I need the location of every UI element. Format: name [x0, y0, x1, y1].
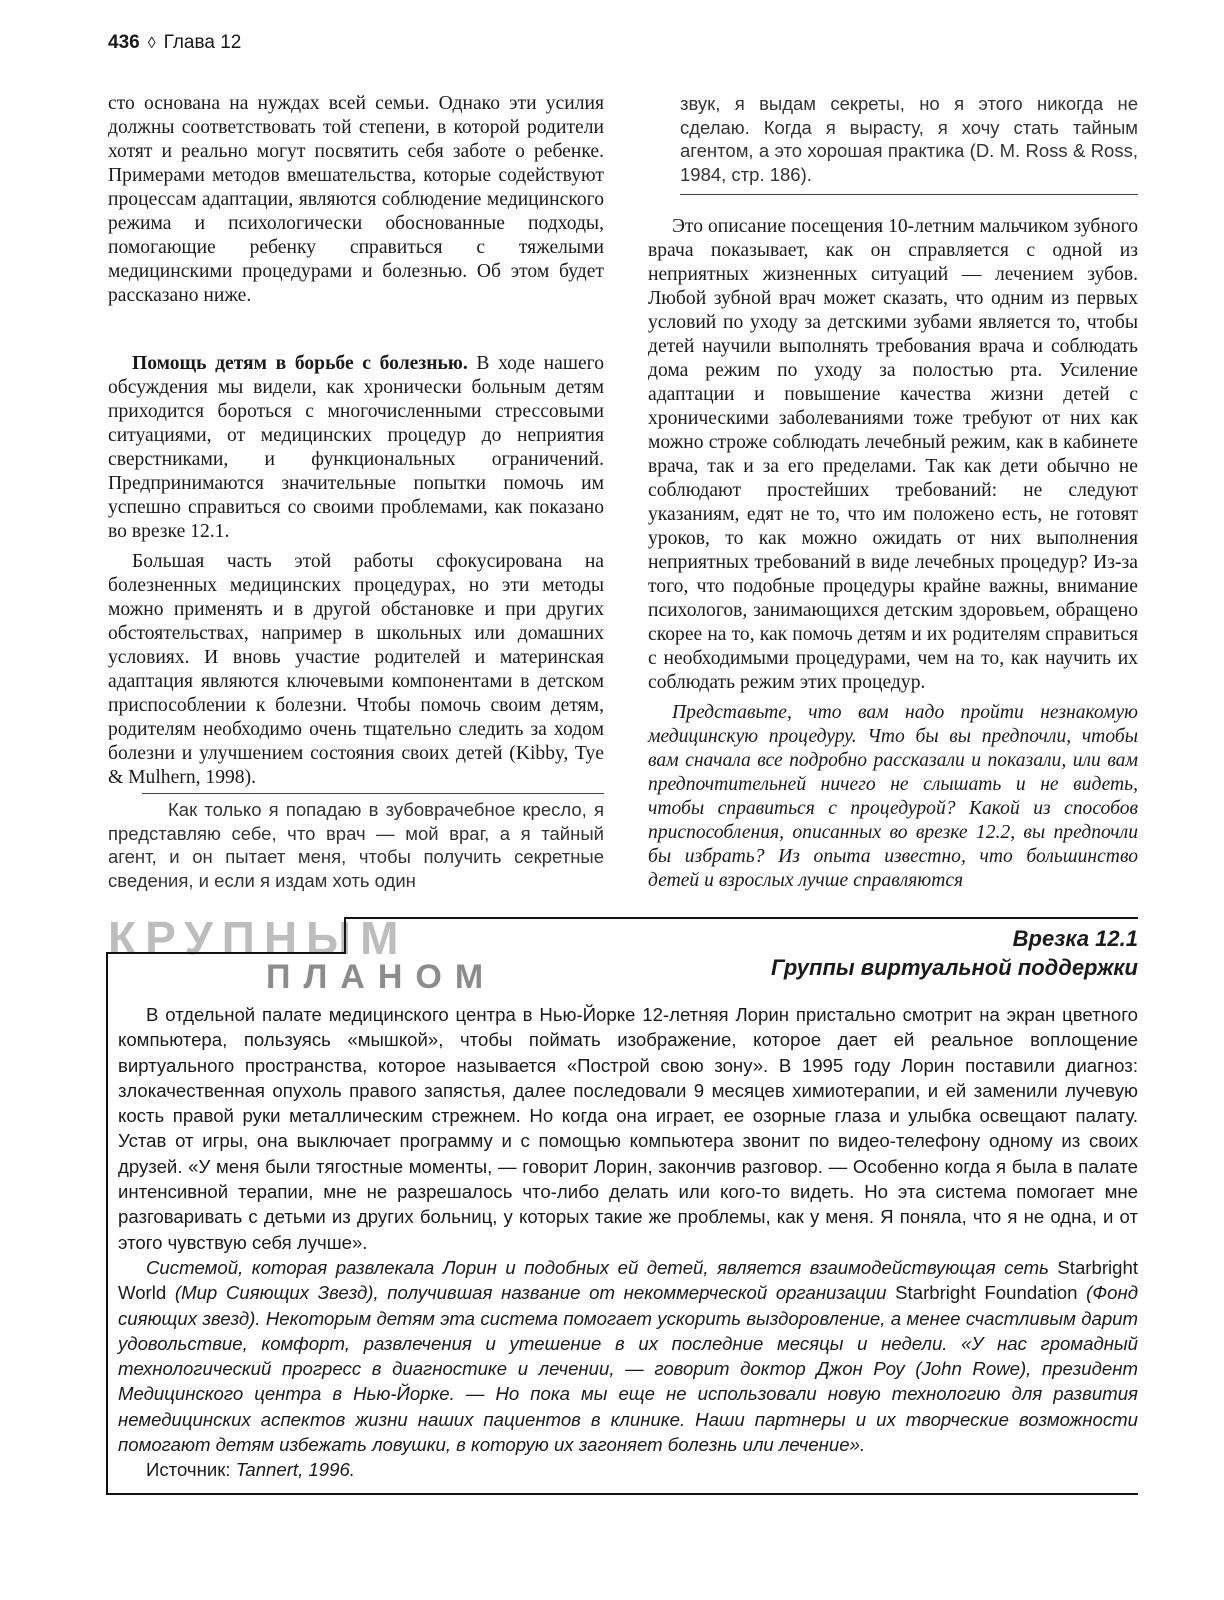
source-citation: Tannert, 1996. — [230, 1459, 355, 1481]
source-label: Источник: — [146, 1459, 231, 1481]
quote-block-left — [108, 793, 604, 892]
section-heading: Помощь детям в борьбе с болезнью. — [132, 353, 468, 374]
sidebar-label-line2: ПЛАНОМ — [266, 958, 497, 996]
left-paragraph-2 — [108, 352, 604, 544]
sidebar-p2-c: (Мир Сияющих Звезд), получившая название от некоммерческой организации — [166, 1282, 896, 1304]
right-paragraph-1: Это описание посещения 10-летним мальчиком зубного врача показывает, как он справляется с одной из неприятных жизненных ситуаций — лечением зубов. Любой зубной врач может сказать, что одним из первых условий по уходу за детскими зубами является то, чтобы детей научили выполнять требования врача и соблюдать дома режим по уходу за полостью рта. Усиление адаптации и повышение качества жизни детей с хроническими заболеваниями тоже требуют от них как можно строже соблюдать лечебный режим, как в кабинете врача, так и за его пределами. Так как дети обычно не соблюдают простейших требований: не следуют указаниям, едят не то, что им положено есть, не готовят уроков, то как можно ожидать от них выполнения неприятных требований в виде лечебных процедур? Из-за того, что подобные процедуры крайне важны, внимание психологов, занимающихся детским здоровьем, обращено скорее на то, как помочь детям и их родителям справиться с необходимыми процедурами, чем на то, как научить их соблюдать режим этих процедур. — [648, 216, 1138, 693]
quote-left-text: Как только я попадаю в зубоврачебное кресло, я представляю себе, что врач — мой враг, а я тайный агент, и он пытает меня, чтобы получить секретные сведения, и если я издам хоть один — [108, 799, 604, 891]
sidebar-p2-e: (Фонд сияющих звезд). Некоторым детям эта система помогает ускорить выздоровление, а менее счастливым дарит удовольствие, комфорт, развлечения и утешение в их последние месяцы и недели. «У нас громадный технологический прогресс в диагностике и лечении, — говорит доктор Джон Роу (John Rowe), президент Медицинского центра в Нью-Йорке. — Но пока мы еще не использовали новую технологию для развития немедицинских аспектов жизни наших пациентов в клинике. Наши партнеры и их творческие возможности помогают детям избежать ловушки, в которую их загоняет болезнь или лечение». — [118, 1282, 1138, 1456]
right-paragraph-2: Представьте, что вам надо пройти незнакомую медицинскую процедуру. Что бы вы предпочли, чтобы вам сначала все подробно рассказали и показали, или вам предпочтительней ничего не слышать и не видеть, чтобы справиться с процедурой? Какой из способов приспособления, описанных во врезке 12.2, вы предпочли бы избрать? Из опыта известно, что большинство детей и взрослых лучше справляются — [648, 702, 1138, 891]
box-border-notch — [344, 917, 346, 953]
box-border-top — [344, 917, 1138, 919]
left-paragraph-2-text: В ходе нашего обсуждения мы видели, как хронически больным детям приходится бороться с многочисленными стрессовыми ситуациями, от медицинских процедур до неприятия сверстниками, и функциональных ограничений. Предпринимаются значительные попытки помочь им успешно справиться со своими проблемами, как показано во врезке 12.1. — [108, 353, 604, 542]
chapter-title: Глава 12 — [163, 32, 242, 53]
left-paragraph-1: сто основана на нуждах всей семьи. Однако эти усилия должны соответствовать той степени, в которой родители хотят и реально могут посвятить себя заботе о ребенке. Примерами методов вмешательства, которые содействуют процессам адаптации, являются соблюдение медицинского режима и психологически обоснованные подходы, помогающие ребенку справиться с тяжелыми медицинскими процедурами и болезнью. Об этом будет рассказано ниже. — [108, 93, 604, 306]
sidebar-paragraph-1: В отдельной палате медицинского центра в Нью-Йорке 12-летняя Лорин пристально смотрит на экран цветного компьютера, пользуясь «мышкой», чтобы поймать изображение, которое дает ей реальное воплощение виртуального пространства, которое называется «Построй свою зону». В 1995 году Лорин поставили диагноз: злокачественная опухоль правого запястья, далее последовали 9 месяцев химиотерапии, и ей заменили лучевую кость правой руки металлическим стрежнем. Но когда она играет, ее озорные глаза и улыбка освещают палату. Устав от игры, она выключает программу и с помощью компьютера звонит по видео-телефону одному из своих друзей. «У меня были тягостные моменты, — говорит Лорин, закончив разговор. — Особенно когда я была в палате интенсивной терапии, мне не разрешалось что-либо делать или кого-то видеть. Но эта система помогает мне разговаривать с детьми из других больниц, у которых такие же проблемы, как у меня. Я поняла, что я не одна, и от этого чувствую себя лучше». — [118, 1004, 1138, 1253]
box-border-bottom — [106, 1493, 1138, 1495]
box-number: Врезка 12.1 — [1012, 926, 1138, 951]
right-column — [648, 215, 1138, 893]
diamond-separator-icon: ◊ — [147, 35, 156, 52]
quote-divider — [142, 793, 604, 794]
left-paragraph-3: Большая часть этой работы сфокусирована на болезненных медицинских процедурах, но эти методы можно применять и в другой обстановке и при других обстоятельствах, например в школьных или домашних условиях. И вновь участие родителей и материнская адаптация являются ключевыми компонентами в детском приспособлении к болезни. Чтобы помочь своим детям, родителям необходимо очень тщательно следить за ходом болезни и улучшением состояния своих детей (Kibby, Tye & Mulhern, 1998). — [108, 551, 604, 788]
box-border-left-long — [106, 952, 108, 1493]
sidebar-p2-d: Starbright Foundation — [895, 1282, 1078, 1304]
box-border-step — [106, 952, 346, 954]
quote-block-right — [680, 92, 1138, 195]
sidebar-source — [118, 1457, 1138, 1482]
sidebar-p2-a: Системой, которая развлекала Лорин и подобных ей детей, является взаимодействующая сеть — [146, 1256, 1058, 1278]
quote-right-text: звук, я выдам секреты, но я этого никогда не сделаю. Когда я вырасту, я хочу стать тайным агентом, а это хорошая практика (D. M. Ross & Ross, 1984, стр. 186). — [680, 93, 1138, 185]
page-header — [108, 32, 241, 54]
box-title — [771, 924, 1138, 982]
left-column — [108, 92, 604, 790]
sidebar-paragraph-2 — [118, 1255, 1138, 1457]
page-number: 436 — [108, 32, 140, 53]
sidebar-content — [118, 1002, 1138, 1483]
sidebar-label-line1: КРУПНЫМ — [108, 912, 408, 964]
quote-divider — [680, 194, 1138, 195]
sidebar-p2-b: Starbright World — [118, 1256, 1138, 1304]
box-heading: Группы виртуальной поддержки — [770, 955, 1138, 980]
